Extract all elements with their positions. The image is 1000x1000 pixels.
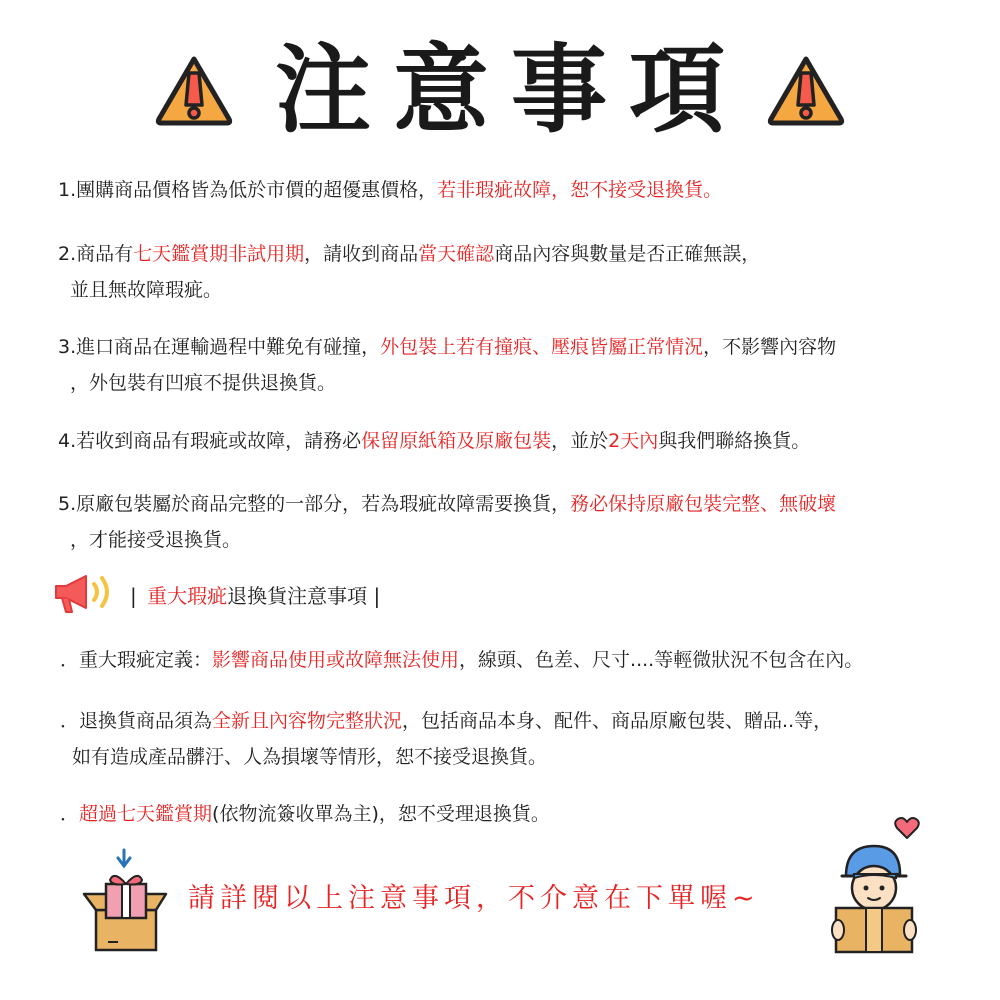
- body-text: ，並於: [551, 430, 609, 452]
- text-line: [58, 172, 722, 208]
- heading-bar-left: |: [130, 583, 137, 608]
- highlight-text: 若非瑕疵故障，恕不接受退換貨。: [437, 179, 723, 201]
- body-text: 與我們聯絡換貨。: [658, 430, 811, 452]
- notice-item: [58, 423, 810, 459]
- highlight-text: 影響商品使用或故障無法使用: [212, 649, 460, 671]
- body-text: (依物流簽收單為主)，恕不受理退換貨。: [212, 803, 550, 825]
- body-text: ，請收到商品: [304, 243, 419, 265]
- body-text: 2.商品有: [58, 243, 134, 265]
- notice-item: [58, 172, 722, 208]
- body-text: 3.進口商品在運輸過程中難免有碰撞，: [58, 336, 381, 358]
- highlight-text: 全新且內容物完整狀況: [212, 710, 403, 732]
- text-line: [60, 739, 832, 775]
- warning-icon: [765, 53, 847, 127]
- highlight-text: 當天確認: [418, 243, 495, 265]
- body-text: 5.原廠包裝屬於商品完整的一部分，若為瑕疵故障需要換貨，: [58, 493, 571, 515]
- highlight-text: 外包裝上若有撞痕、壓痕皆屬正常情況: [380, 336, 704, 358]
- body-text: ．: [60, 803, 80, 825]
- highlight-text: 2天內: [608, 430, 659, 452]
- highlight-text: 七天鑑賞期非試用期: [133, 243, 305, 265]
- body-text: ，外包裝有凹痕不提供退換貨。: [70, 372, 337, 394]
- highlight-text: 務必保持原廠包裝完整、無破壞: [570, 493, 837, 515]
- heart-icon: [894, 816, 920, 840]
- text-line: [58, 522, 836, 558]
- closing-message: 請詳閱以上注意事項，不介意在下單喔~: [188, 883, 760, 914]
- body-text: ，不影響內容物: [703, 336, 837, 358]
- body-text: 並且無故障瑕疵。: [70, 279, 223, 301]
- notice-item: [58, 236, 760, 308]
- text-line: [58, 423, 810, 459]
- body-text: 4.若收到商品有瑕疵或故障，請務必: [58, 430, 362, 452]
- text-line: [60, 642, 863, 678]
- highlight-text: 超過七天鑑賞期: [79, 803, 213, 825]
- body-text: 商品內容與數量是否正確無誤，: [494, 243, 761, 265]
- notice-item: [58, 329, 836, 401]
- heading-text: 退換貨注意事項: [227, 583, 368, 608]
- text-line: [60, 796, 550, 832]
- text-line: [58, 272, 760, 308]
- heading-red-text: 重大瑕疵: [147, 583, 228, 608]
- body-text: ．重大瑕疵定義：: [60, 649, 213, 671]
- body-text: ，包括商品本身、配件、商品原廠包裝、贈品..等，: [402, 710, 833, 732]
- warning-icon: [153, 53, 235, 127]
- highlight-text: 保留原紙箱及原廠包裝: [361, 430, 552, 452]
- rule-item: [60, 796, 550, 832]
- page-title: 注意事項: [275, 34, 747, 146]
- text-line: [60, 703, 832, 739]
- text-line: [58, 236, 760, 272]
- title-row: [0, 30, 1000, 150]
- body-text: ．退換貨商品須為: [60, 710, 213, 732]
- section-heading: [52, 572, 380, 616]
- rule-item: [60, 642, 863, 678]
- delivery-man-icon: [828, 838, 918, 956]
- rule-item: [60, 703, 832, 775]
- text-line: [58, 365, 836, 401]
- body-text: 1.團購商品價格皆為低於市價的超優惠價格，: [58, 179, 438, 201]
- gift-box-icon: [80, 846, 170, 956]
- text-line: [58, 329, 836, 365]
- notice-item: [58, 486, 836, 558]
- body-text: 如有造成產品髒汙、人為損壞等情形，恕不接受退換貨。: [72, 746, 548, 768]
- heading-bar-right: |: [373, 583, 381, 608]
- text-line: [58, 486, 836, 522]
- megaphone-icon: [52, 572, 116, 616]
- body-text: ，才能接受退換貨。: [70, 529, 242, 551]
- body-text: ，線頭、色差、尺寸....等輕微狀況不包含在內。: [459, 649, 864, 671]
